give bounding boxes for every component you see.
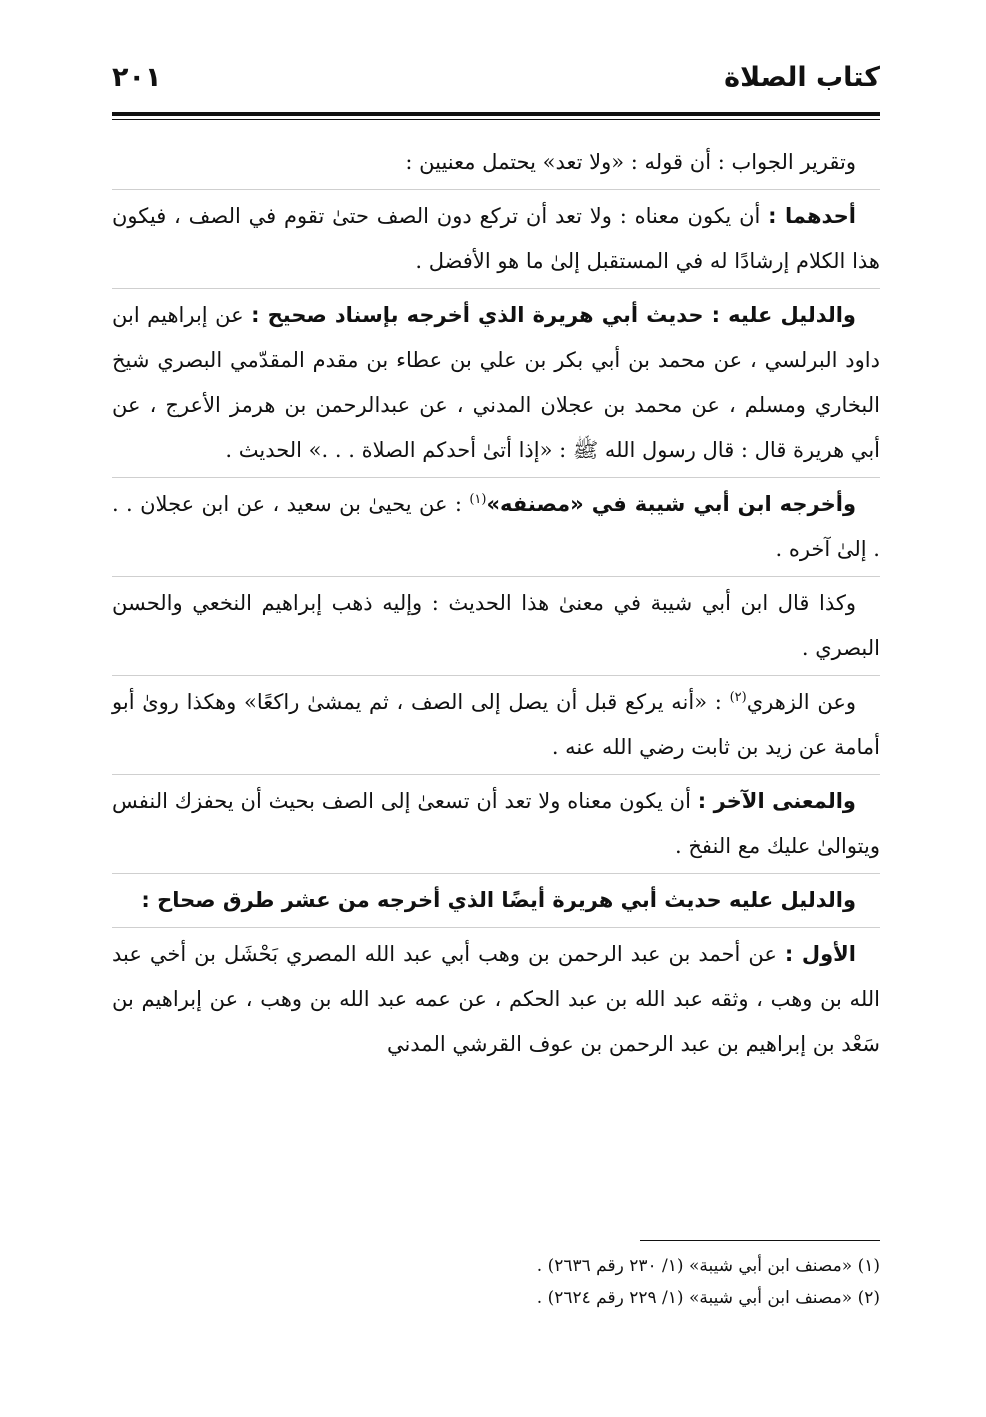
footnote-ref: (٢) [729, 690, 747, 705]
paragraph-lead: والدليل عليه حديث أبي هريرة أيضًا الذي أخرجه من عشر طرق صحاح : [141, 888, 856, 912]
paragraph-lead: وأخرجه ابن أبي شيبة في «مصنفه» [486, 492, 856, 516]
paragraph-text: عن أحمد بن عبد الرحمن بن وهب أبي عبد الله المصري بَحْشَل بن أخي عبد الله بن وهب ، وثقه عبد الله بن عبد الحكم ، عن عمه عبد الله بن وهب ، عن إبراهيم بن سَعْد بن إبراهيم بن عبد الرحمن بن عوف القرشي المدني [112, 942, 880, 1056]
page-header [112, 56, 880, 106]
paragraph-zuhri [112, 675, 880, 770]
footnotes [112, 1250, 880, 1314]
paragraph-text: أن يكون معناه ولا تعد أن تسعىٰ إلى الصف بحيث أن يحفزك النفس ويتوالىٰ عليك مع النفخ . [112, 789, 880, 858]
footnote-separator [640, 1240, 880, 1241]
footnote-1: (١) «مصنف ابن أبي شيبة» (١/ ٢٣٠ رقم ٢٦٣٦) . [536, 1256, 880, 1276]
book-title: كتاب الصلاة [724, 62, 880, 93]
paragraph-text: : عن يحيىٰ بن سعيد ، عن ابن عجلان . . . إلىٰ آخره . [112, 492, 880, 561]
header-rule-thick [112, 112, 880, 116]
paragraph-ibn-abi-shaybah [112, 477, 880, 572]
main-text [112, 140, 880, 1067]
footnote-ref: (١) [469, 492, 487, 507]
paragraph-text: : «أنه يركع قبل أن يصل إلى الصف ، ثم يمشىٰ راكعًا» وهكذا روىٰ أبو أمامة عن زيد بن ثابت رضي الله عنه . [112, 690, 880, 759]
paragraph-lead: الأول : [784, 942, 856, 966]
footnote-2: (٢) «مصنف ابن أبي شيبة» (١/ ٢٢٩ رقم ٢٦٢٤) . [536, 1288, 880, 1308]
paragraph-evidence-1 [112, 288, 880, 473]
paragraph-lead: والمعنى الآخر : [697, 789, 856, 813]
paragraph-lead: والدليل عليه : حديث أبي هريرة الذي أخرجه بإسناد صحيح : [251, 303, 856, 327]
paragraph-first-route [112, 927, 880, 1067]
paragraph-first-meaning [112, 189, 880, 284]
paragraph-intro: وتقرير الجواب : أن قوله : «ولا تعد» يحتمل معنيين : [405, 150, 856, 174]
paragraph-text: وعن الزهري [746, 690, 856, 714]
header-rule-thin [112, 119, 880, 120]
page-number: ٢٠١ [112, 62, 162, 93]
paragraph-nakhai: وكذا قال ابن أبي شيبة في معنىٰ هذا الحديث : وإليه ذهب إبراهيم النخعي والحسن البصري . [112, 576, 880, 671]
paragraph-second-meaning [112, 774, 880, 869]
paragraph-evidence-2 [112, 873, 880, 923]
paragraph-lead: أحدهما : [768, 204, 856, 228]
paragraph-text: عن إبراهيم ابن داود البرلسي ، عن محمد بن أبي بكر بن علي بن عطاء بن مقدم المقدّمي البصري شيخ البخاري ومسلم ، عن محمد بن عجلان المدني ، عن عبدالرحمن بن هرمز الأعرج ، عن أبي هريرة قال : قال رسول الله ﷺ : «إذا أتىٰ أحدكم الصلاة . . .» الحديث . [112, 303, 880, 462]
paragraph-text: أن يكون معناه : ولا تعد أن تركع دون الصف حتىٰ تقوم في الصف ، فيكون هذا الكلام إرشادًا له في المستقبل إلىٰ ما هو الأفضل . [112, 204, 880, 273]
